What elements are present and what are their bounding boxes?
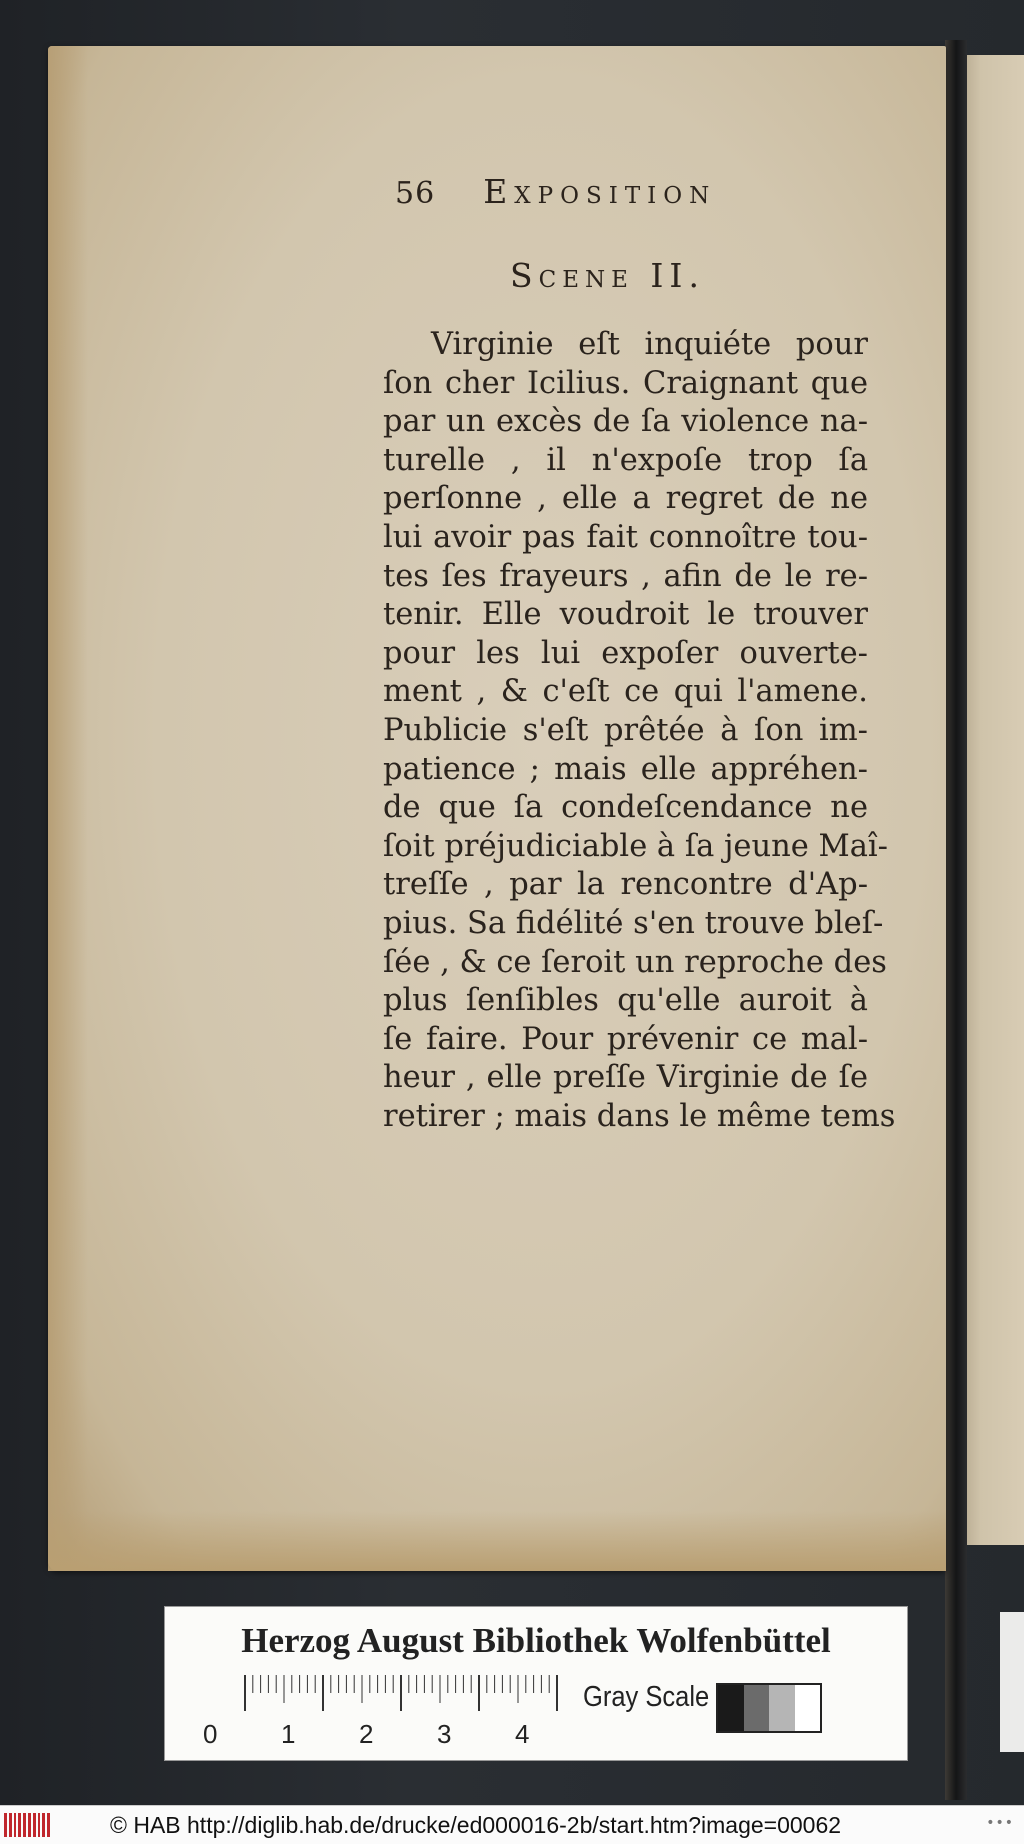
text-line: ment , & c'eſt ce qui l'amene. — [383, 674, 868, 710]
ruler-number: 4 — [515, 1719, 530, 1749]
text-line: plus ſenſibles qu'elle auroit à — [383, 983, 868, 1019]
text-line: ſée , & ce ſeroit un reproche des — [383, 944, 887, 980]
text-line: Publicie s'eſt prêtée à ſon im- — [383, 712, 868, 748]
text-line: ſon cher Icilius. Craignant que — [383, 365, 868, 401]
color-calibration-card — [165, 1607, 907, 1760]
text-line: pius. Sa fidélité s'en trouve bleſ- — [383, 905, 884, 941]
text-line: patience ; mais elle appréhen- — [383, 751, 868, 787]
text-line: perſonne , elle a regret de ne — [383, 481, 868, 517]
text-line: heur , elle preſſe Virginie de ſe — [383, 1060, 868, 1096]
running-head — [395, 172, 785, 211]
adjacent-card-edge — [1000, 1612, 1024, 1752]
text-line: pour les lui expoſer ouverte- — [383, 635, 868, 671]
text-line: par un excès de ſa violence na- — [383, 404, 868, 440]
page-number: 56 — [395, 176, 436, 211]
more-icon[interactable]: ••• — [986, 1815, 1014, 1831]
ruler-number: 0 — [203, 1719, 218, 1749]
text-line: tes ſes frayeurs , afin de le re- — [383, 558, 868, 594]
text-line: Virginie eſt inquiéte pour — [431, 327, 868, 362]
body-text — [383, 326, 896, 1136]
hab-logo-icon — [4, 1810, 50, 1840]
footer-bar — [0, 1805, 1024, 1844]
facing-page-edge — [962, 55, 1024, 1545]
ruler-scale — [243, 1673, 573, 1713]
gray-swatch — [769, 1685, 795, 1731]
book-gutter — [945, 40, 967, 1800]
ruler-number: 3 — [437, 1719, 452, 1749]
text-line: treſſe , par la rencontre d'Ap- — [383, 867, 868, 903]
footer-copyright-link[interactable]: © HAB http://diglib.hab.de/drucke/ed000016-2b/start.htm?image=00062 — [110, 1811, 842, 1838]
running-head-title: Exposition — [483, 172, 717, 211]
gray-scale-swatches — [716, 1683, 822, 1733]
gray-scale-label: Gray Scale — [583, 1681, 710, 1713]
text-line: de que ſa condeſcendance ne — [383, 790, 868, 826]
text-line: tenir. Elle voudroit le trouver — [383, 597, 868, 633]
text-line: retirer ; mais dans le même tems — [383, 1098, 896, 1134]
text-line: turelle , il n'expoſe trop ſa — [383, 442, 868, 478]
scene-title: Scene II. — [510, 256, 705, 295]
gray-swatch — [795, 1685, 821, 1731]
text-line: lui avoir pas fait connoître tou- — [383, 519, 868, 555]
gray-swatch — [718, 1685, 744, 1731]
text-line: ſe faire. Pour prévenir ce mal- — [383, 1021, 868, 1057]
gray-swatch — [744, 1685, 770, 1731]
text-line: ſoit préjudiciable à ſa jeune Maî- — [383, 828, 888, 864]
library-name: Herzog August Bibliothek Wolfenbüttel — [241, 1621, 831, 1660]
ruler-number: 2 — [359, 1719, 374, 1749]
ruler-number: 1 — [281, 1719, 296, 1749]
